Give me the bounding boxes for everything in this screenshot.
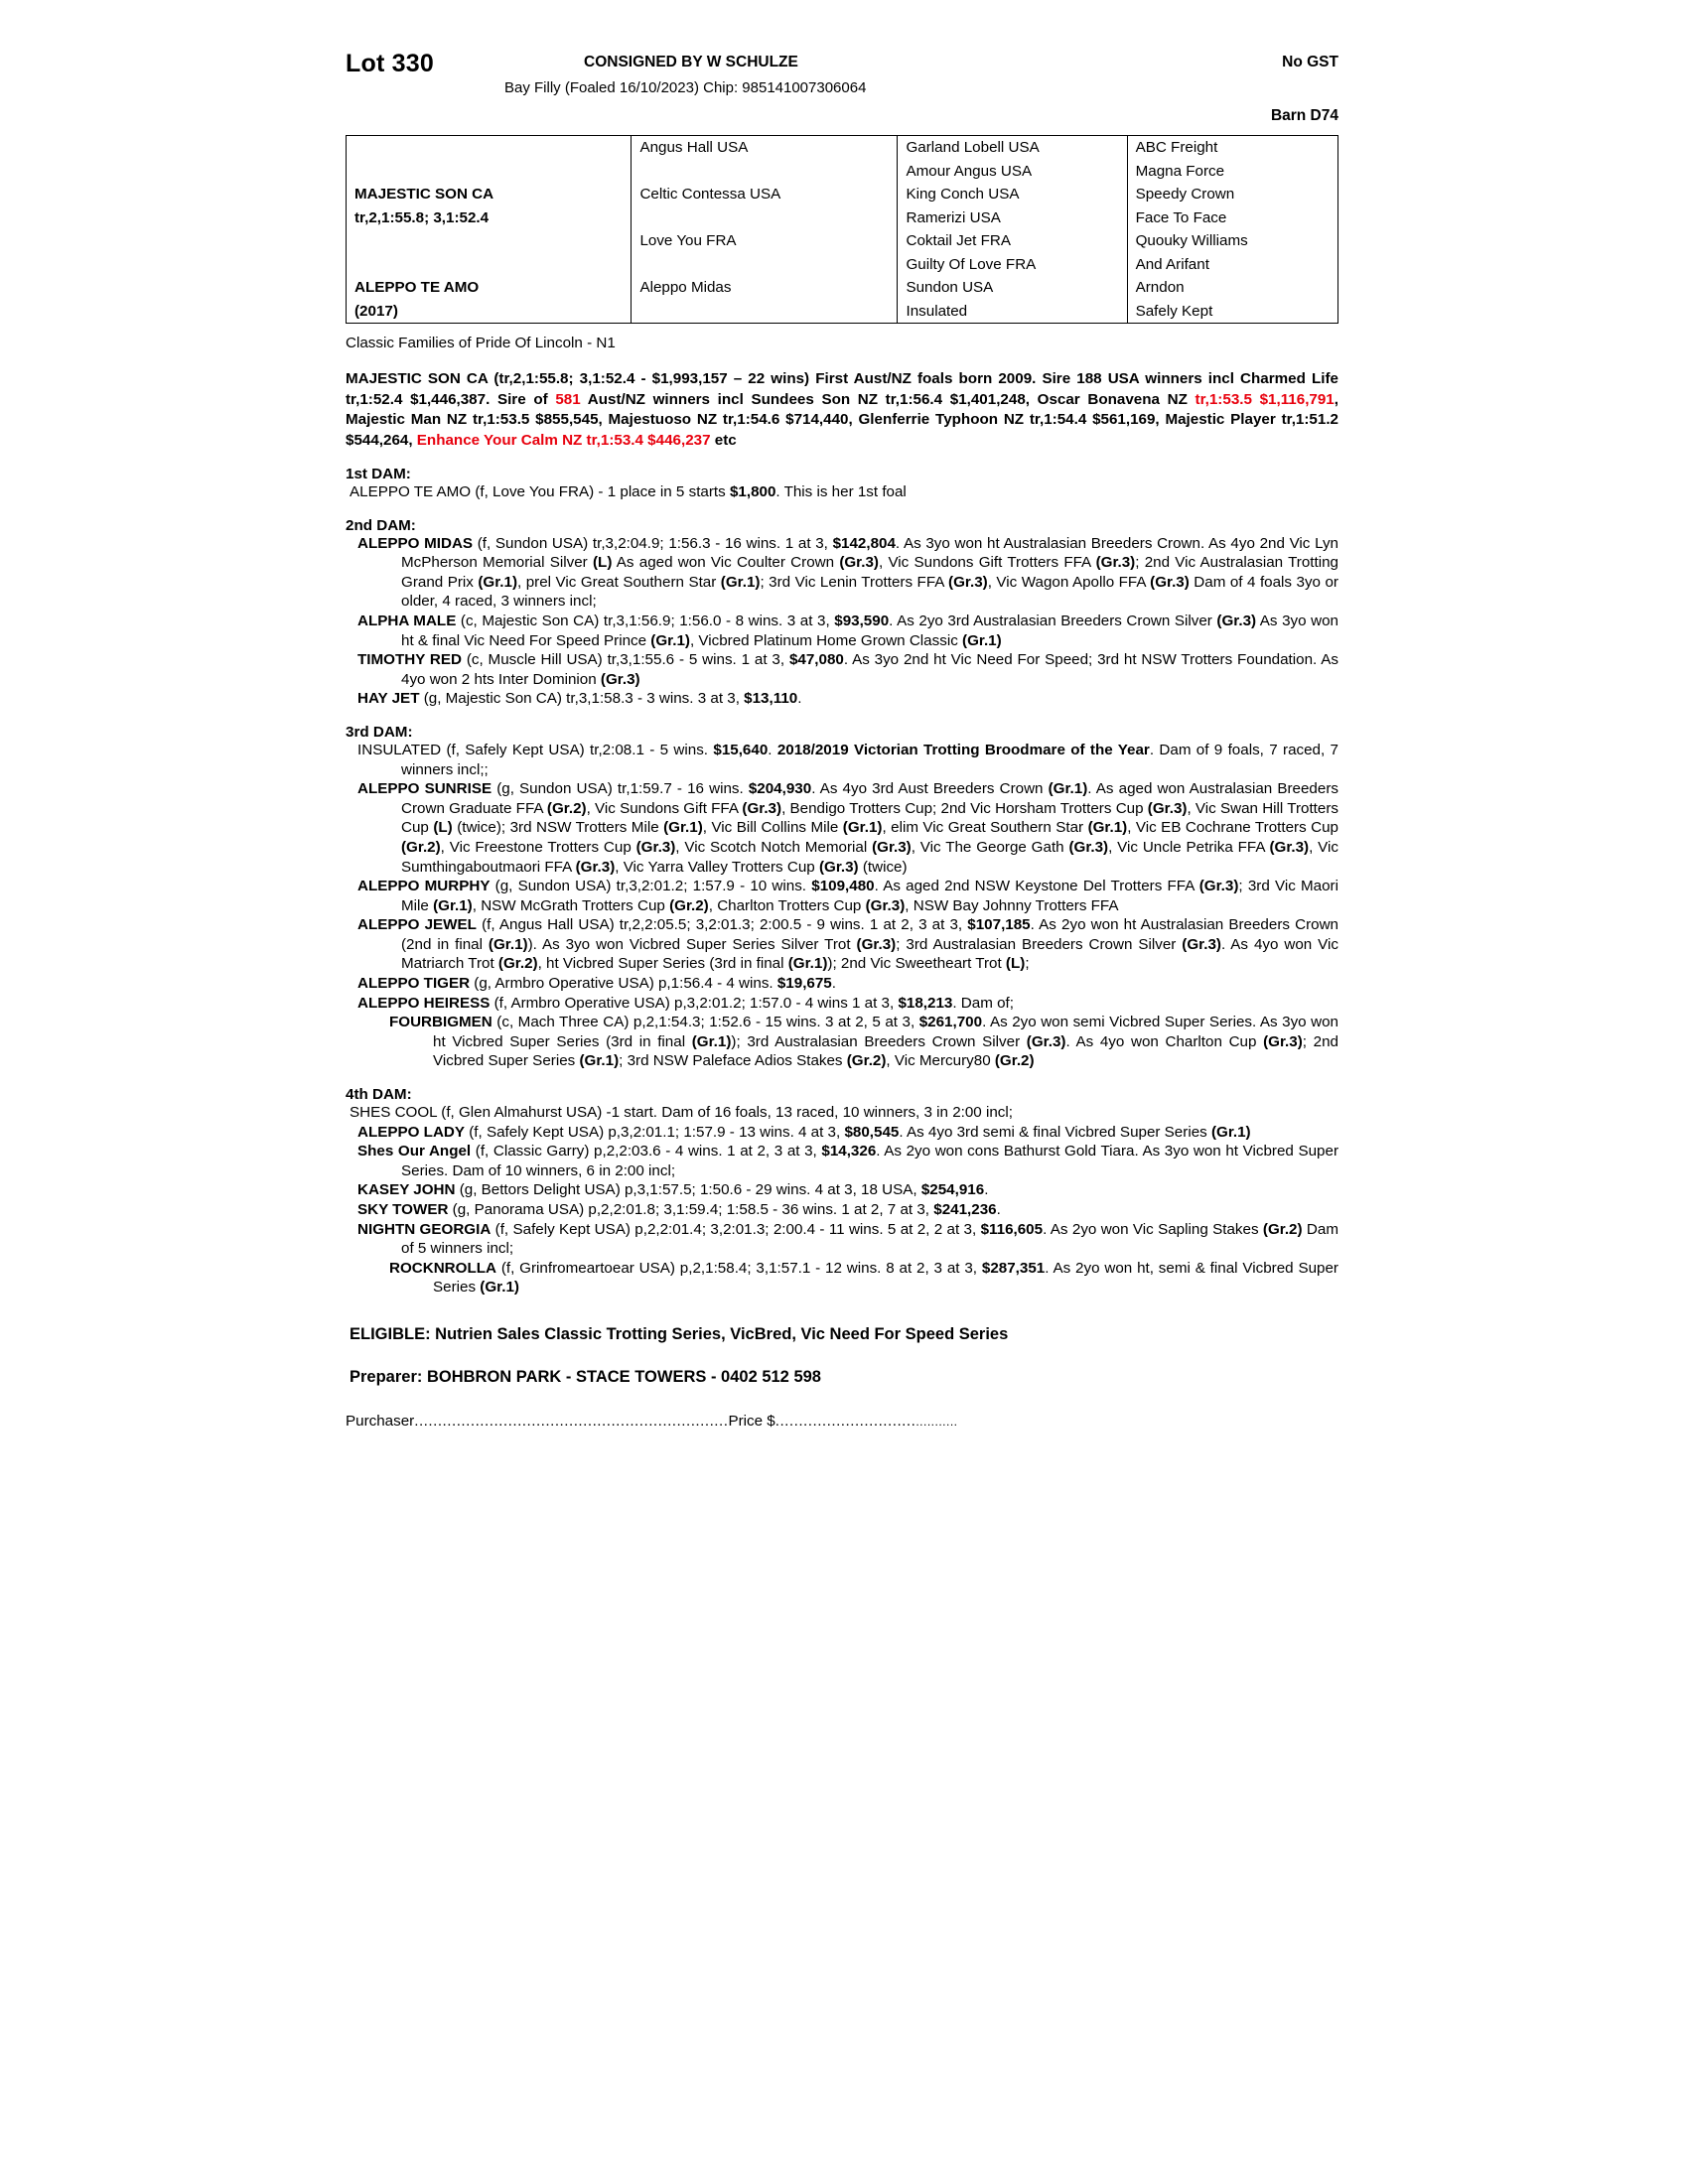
pedigree-gen2-4: Aleppo Midas: [632, 276, 898, 300]
entry-name: TIMOTHY RED: [357, 651, 462, 669]
eligible-series: ELIGIBLE: Nutrien Sales Classic Trotting Series, VicBred, Vic Need For Speed Series: [350, 1324, 1009, 1343]
pedigree-table: [346, 135, 1338, 324]
entry-name: NIGHTN GEORGIA: [357, 1220, 492, 1238]
dam-heading: 2nd DAM:: [346, 516, 416, 534]
entry-name: HAY JET: [357, 690, 420, 708]
lot-number: Lot 330: [346, 50, 434, 77]
price-label: Price $: [728, 1412, 775, 1430]
sire-summary-red3: Enhance Your Calm NZ tr,1:53.4 $446,237: [416, 431, 711, 449]
pedigree-entry: ROCKNROLLA (f, Grinfromeartoear USA) p,2,1:58.4; 3,1:57.1 - 12 wins. 8 at 2, 3 at 3, $287,351. As 2yo won ht, semi & final Vicbred Super Series (Gr.1): [389, 1259, 1338, 1297]
pedigree-gen3-6: Guilty Of Love FRA: [898, 253, 1127, 277]
dam-sections: [346, 466, 1338, 1297]
pedigree-gen4-2: Magna Force: [1127, 160, 1337, 184]
entry-name: ALEPPO JEWEL: [357, 916, 477, 934]
pedigree-spacer-3: [347, 229, 632, 253]
sire-summary-red2: tr,1:53.5 $1,116,791: [1195, 390, 1335, 408]
dam-year: (2017): [354, 302, 398, 320]
sire-summary: [346, 369, 1338, 451]
entry-name: ALEPPO SUNRISE: [357, 780, 492, 798]
page-header: [346, 40, 1338, 131]
purchaser-label: Purchaser: [346, 1412, 415, 1430]
pedigree-gen4-7: Arndon: [1127, 276, 1337, 300]
purchaser-dots: ...................................................................: [414, 1412, 729, 1430]
entry-name: ALEPPO MURPHY: [357, 878, 491, 895]
pedigree-gen3-3: King Conch USA: [898, 183, 1127, 206]
pedigree-entry: ALEPPO TE AMO (f, Love You FRA) - 1 place in 5 starts $1,800. This is her 1st foal: [350, 483, 907, 500]
sire-name: MAJESTIC SON CA: [354, 186, 494, 203]
pedigree-gen4-4: Face To Face: [1127, 206, 1337, 230]
pedigree-entry: ALEPPO JEWEL (f, Angus Hall USA) tr,2,2:05.5; 3,2:01.3; 2:00.5 - 9 wins. 1 at 2, 3 at 3, $107,185. As 2yo won ht Australasian Breeders Crown (2nd in final (Gr.1)). As 3yo won Vicbred Super Series Silver Trot (Gr.3); 3rd Australasian Breeders Crown Silver (Gr.3). As 4yo won Vic Matriarch Trot (Gr.2), ht Vicbred Super Series (3rd in final (Gr.1)); 2nd Vic Sweetheart Trot (L);: [357, 916, 1339, 973]
sire-summary-part3: , Majestic Man NZ tr,1:53.5 $855,545, Majestuoso NZ tr,1:54.6 $714,440, Glenferrie Typhoon NZ tr,1:54.4 $561,169, Majestic Player tr,1:51.2 $544,264,: [346, 390, 1338, 449]
pedigree-entry: INSULATED (f, Safely Kept USA) tr,2:08.1 - 5 wins. $15,640. 2018/2019 Victorian Trotting Broodmare of the Year. Dam of 9 foals, 7 raced, 7 winners incl;;: [357, 741, 1339, 778]
sire-record: tr,2,1:55.8; 3,1:52.4: [354, 208, 490, 226]
pedigree-entry: ALEPPO HEIRESS (f, Armbro Operative USA) p,3,2:01.2; 1:57.0 - 4 wins 1 at 3, $18,213. Dam of;: [357, 994, 1014, 1012]
pedigree-gen3-1: Garland Lobell USA: [898, 136, 1127, 160]
pedigree-gen2-1: Angus Hall USA: [632, 136, 898, 160]
preparer: Preparer: BOHBRON PARK - STACE TOWERS - 0402 512 598: [350, 1367, 821, 1386]
pedigree-entry: SKY TOWER (g, Panorama USA) p,2,2:01.8; 3,1:59.4; 1:58.5 - 36 wins. 1 at 2, 7 at 3, $241,236.: [357, 1201, 1001, 1218]
pedigree-entry: FOURBIGMEN (c, Mach Three CA) p,2,1:54.3; 1:52.6 - 15 wins. 3 at 2, 5 at 3, $261,700. As 2yo won semi Vicbred Super Series. As 3yo won ht Vicbred Super Series (3rd in final (Gr.1)); 3rd Australasian Breeders Crown Silver (Gr.3). As 4yo won Charlton Cup (Gr.3); 2nd Vicbred Super Series (Gr.1); 3rd NSW Paleface Adios Stakes (Gr.2), Vic Mercury80 (Gr.2): [389, 1014, 1338, 1070]
pedigree-gen4-1: ABC Freight: [1127, 136, 1337, 160]
foal-description: Bay Filly (Foaled 16/10/2023) Chip: 985141007306064: [504, 79, 867, 96]
entry-name: SHES COOL: [350, 1104, 438, 1122]
entry-name: FOURBIGMEN: [389, 1014, 492, 1031]
pedigree-gen3-2: Amour Angus USA: [898, 160, 1127, 184]
pedigree-spacer-4: [347, 253, 632, 277]
pedigree-entry: ALPHA MALE (c, Majestic Son CA) tr,3,1:56.9; 1:56.0 - 8 wins. 3 at 3, $93,590. As 2yo 3rd Australasian Breeders Crown Silver (Gr.3) As 3yo won ht & final Vic Need For Speed Prince (Gr.1), Vicbred Platinum Home Grown Classic (Gr.1): [357, 612, 1338, 649]
price-dots: ..............................: [774, 1412, 916, 1430]
sire-summary-part2: Aust/NZ winners incl Sundees Son NZ tr,1:56.4 $1,401,248, Oscar Bonavena NZ: [580, 390, 1196, 408]
pedigree-entry: HAY JET (g, Majestic Son CA) tr,3,1:58.3 - 3 wins. 3 at 3, $13,110.: [357, 690, 802, 708]
pedigree-spacer-2: [632, 206, 898, 230]
entry-name: Shes Our Angel: [357, 1143, 472, 1160]
dam-heading: 4th DAM:: [346, 1086, 412, 1104]
pedigree-entry: SHES COOL (f, Glen Almahurst USA) -1 start. Dam of 16 foals, 13 raced, 10 winners, 3 in 2:00 incl;: [350, 1104, 1013, 1122]
page-content: [346, 40, 1338, 1430]
pedigree-gen4-8: Safely Kept: [1127, 300, 1337, 324]
pedigree-entry: ALEPPO LADY (f, Safely Kept USA) p,3,2:01.1; 1:57.9 - 13 wins. 4 at 3, $80,545. As 4yo 3rd semi & final Vicbred Super Series (Gr.1): [357, 1123, 1251, 1141]
entry-name: ALEPPO HEIRESS: [357, 994, 491, 1012]
pedigree-entry: Shes Our Angel (f, Classic Garry) p,2,2:03.6 - 4 wins. 1 at 2, 3 at 3, $14,326. As 2yo won cons Bathurst Gold Tiara. As 3yo won ht Vicbred Super Series. Dam of 10 winners, 6 in 2:00 incl;: [357, 1143, 1338, 1179]
entry-name: ALPHA MALE: [357, 612, 457, 629]
barn-number: Barn D74: [1270, 107, 1338, 124]
purchaser-line: [346, 1413, 1338, 1430]
pedigree-gen3-4: Ramerizi USA: [898, 206, 1127, 230]
entry-name: ROCKNROLLA: [389, 1259, 496, 1277]
gst-status: No GST: [1282, 54, 1338, 70]
dam-name: ALEPPO TE AMO: [354, 279, 480, 296]
pedigree-gen4-6: And Arifant: [1127, 253, 1337, 277]
sire-summary-part4: etc: [710, 431, 737, 449]
consignor: CONSIGNED BY W SCHULZE: [584, 54, 798, 70]
pedigree-entry: ALEPPO MIDAS (f, Sundon USA) tr,3,2:04.9; 1:56.3 - 16 wins. 1 at 3, $142,804. As 3yo won ht Australasian Breeders Crown. As 4yo 2nd Vic Lyn McPherson Memorial Silver (L) As aged won Vic Coulter Crown (Gr.3), Vic Sundons Gift Trotters FFA (Gr.3); 2nd Vic Australasian Trotting Grand Prix (Gr.1), prel Vic Great Southern Star (Gr.1); 3rd Vic Lenin Trotters FFA (Gr.3), Vic Wagon Apollo FFA (Gr.3) Dam of 4 foals 3yo or older, 4 raced, 3 winners incl;: [357, 534, 1338, 611]
entry-name: ALEPPO MIDAS: [357, 534, 474, 552]
pedigree-entry: ALEPPO SUNRISE (g, Sundon USA) tr,1:59.7 - 16 wins. $204,930. As 4yo 3rd Aust Breeders Crown (Gr.1). As aged won Australasian Breeders Crown Graduate FFA (Gr.2), Vic Sundons Gift FFA (Gr.3), Bendigo Trotters Cup; 2nd Vic Horsham Trotters Cup (Gr.3), Vic Swan Hill Trotters Cup (L) (twice); 3rd NSW Trotters Mile (Gr.1), Vic Bill Collins Mile (Gr.1), elim Vic Great Southern Star (Gr.1), Vic EB Cochrane Trotters Cup (Gr.2), Vic Freestone Trotters Cup (Gr.3), Vic Scotch Notch Memorial (Gr.3), Vic The George Gath (Gr.3), Vic Uncle Petrika FFA (Gr.3), Vic Sumthingaboutmaori FFA (Gr.3), Vic Yarra Valley Trotters Cup (Gr.3) (twice): [357, 780, 1339, 876]
dam-heading: 1st DAM:: [346, 466, 411, 482]
price-dots-small: ...........: [915, 1414, 958, 1429]
pedigree-entry: TIMOTHY RED (c, Muscle Hill USA) tr,3,1:55.6 - 5 wins. 1 at 3, $47,080. As 3yo 2nd ht Vic Need For Speed; 3rd ht NSW Trotters Foundation. As 4yo won 2 hts Inter Dominion (Gr.3): [357, 651, 1338, 688]
pedigree-gen3-7: Sundon USA: [898, 276, 1127, 300]
sire-cell: [347, 136, 632, 183]
entry-name: SKY TOWER: [357, 1201, 449, 1218]
sire-summary-red1: 581: [555, 390, 581, 408]
pedigree-gen4-5: Quouky Williams: [1127, 229, 1337, 253]
pedigree-entry: ALEPPO TIGER (g, Armbro Operative USA) p,1:56.4 - 4 wins. $19,675.: [357, 975, 836, 993]
classic-families: Classic Families of Pride Of Lincoln - N1: [346, 335, 616, 351]
entry-name: ALEPPO TIGER: [357, 975, 471, 993]
pedigree-entry: ALEPPO MURPHY (g, Sundon USA) tr,3,2:01.2; 1:57.9 - 10 wins. $109,480. As aged 2nd NSW Keystone Del Trotters FFA (Gr.3); 3rd Vic Maori Mile (Gr.1), NSW McGrath Trotters Cup (Gr.2), Charlton Trotters Cup (Gr.3), NSW Bay Johnny Trotters FFA: [357, 878, 1338, 914]
pedigree-entry: KASEY JOHN (g, Bettors Delight USA) p,3,1:57.5; 1:50.6 - 29 wins. 4 at 3, 18 USA, $254,916.: [357, 1181, 989, 1199]
pedigree-gen4-3: Speedy Crown: [1127, 183, 1337, 206]
pedigree-entry: NIGHTN GEORGIA (f, Safely Kept USA) p,2,2:01.4; 3,2:01.3; 2:00.4 - 11 wins. 5 at 2, 2 at 3, $116,605. As 2yo won Vic Sapling Stakes (Gr.2) Dam of 5 winners incl;: [357, 1220, 1338, 1258]
pedigree-gen2-2: Celtic Contessa USA: [632, 183, 898, 206]
pedigree-gen2-3: Love You FRA: [632, 229, 898, 253]
pedigree-gen3-5: Coktail Jet FRA: [898, 229, 1127, 253]
pedigree-spacer-5: [632, 253, 898, 277]
entry-name: ALEPPO LADY: [357, 1123, 466, 1141]
entry-name: KASEY JOHN: [357, 1181, 456, 1199]
pedigree-gen3-8: Insulated: [898, 300, 1127, 324]
sire-summary-part1: MAJESTIC SON CA (tr,2,1:55.8; 3,1:52.4 - $1,993,157 – 22 wins) First Aust/NZ foals born 2009. Sire 188 USA winners incl Charmed Life tr,1:52.4 $1,446,387. Sire of: [346, 370, 1338, 408]
entry-name: ALEPPO TE AMO: [350, 483, 472, 500]
entry-name: INSULATED: [357, 741, 442, 758]
pedigree-spacer-6: [632, 300, 898, 324]
dam-heading: 3rd DAM:: [346, 723, 413, 741]
pedigree-spacer-1: [632, 160, 898, 184]
